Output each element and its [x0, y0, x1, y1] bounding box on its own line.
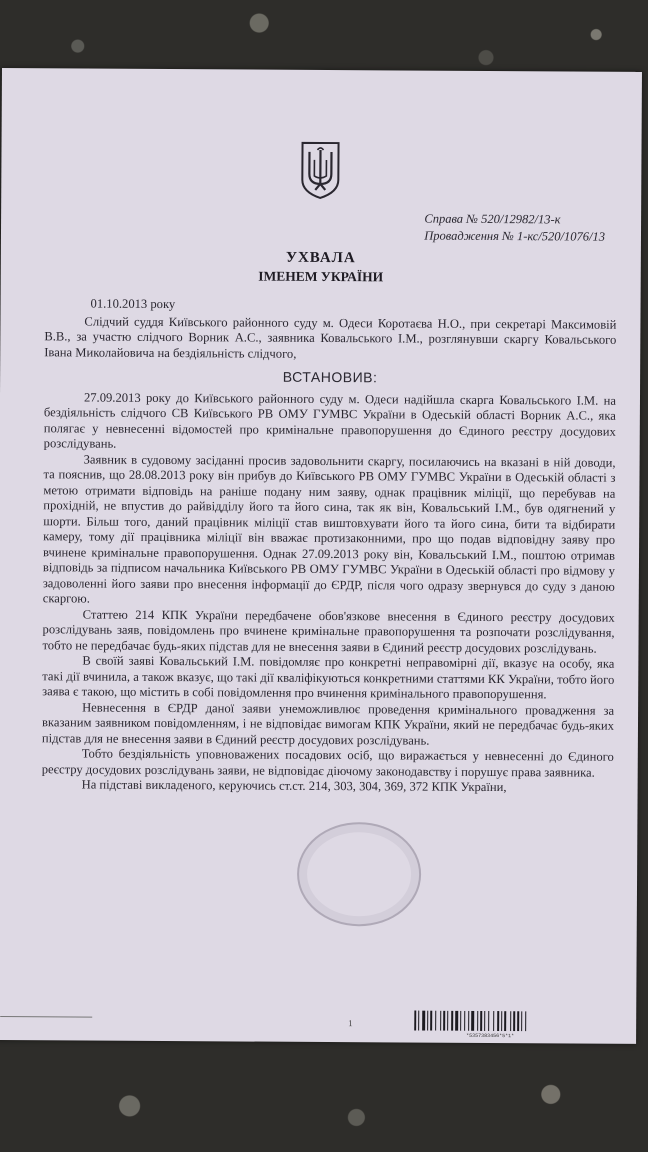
paragraph: На підставі викладеного, керуючись ст.ст. 214, 303, 304, 369, 372 КПК України, — [81, 777, 507, 795]
document-title — [1, 248, 641, 287]
established-heading: ВСТАНОВИВ: — [282, 368, 378, 386]
intro-paragraph: Слідчий суддя Київського районного суду м. Одеси Коротаєва Н.О., при секретарі Максимовій В.В., за участю слідчого Ворник А.С., заявника Ковальського І.М., розглянувши скаргу Ковальського Івана Миколайовича на бездіяльність слідчого, — [44, 314, 617, 361]
title-line2: ІМЕНЕМ УКРАЇНИ — [258, 268, 384, 285]
signature-line — [0, 1016, 92, 1018]
paragraph: Заявник в судовому засіданні просив задовольнити скаргу, посилаючись на вказані в ній доводи, та пояснив, що 28.08.2013 року він прибув до Київського РВ ОМУ ГУМВС України в Одеській області з метою отримати відповідь на раніше подану ним заяву, однак працівник міліції, що перебував на прохідній, не впустив до райвідділу його та його сина, так як він, Ковальський І.М., був одягнений у шорти. Більш того, даний працівник міліції став виштовхувати його та його сина, бити та відбирати камеру, тому дії працівника міліції він вважає протизаконними, про що подав відповідну заяву про вчинене кримінальне правопорушення. Однак 27.09.2013 року він, Ковальський І.М., поштою отримав відповідь за підписом начальника Київського РВ ОМУ ГУМВС України в Одеській області про відмову у задоволенні його заяви про внесення інформації до ЄРДР, після чого одразу звернувся до суду з даною скаргою. — [42, 452, 616, 606]
trident-coat-of-arms-icon — [299, 140, 341, 200]
title-line1: УХВАЛА — [285, 249, 356, 267]
proceeding-number: Провадження № 1-кс/520/1076/13 — [424, 228, 606, 244]
barcode-icon — [414, 1011, 604, 1032]
document-body — [42, 296, 617, 796]
paragraph: Невнесення в ЄРДР даної заяви унеможливлює проведення кримінального провадження за вказаним заявником повідомленням, і не відповідає вимогам КПК України, який не передбачає будь-яких підстав для не внесення заяви в Єдиний реєстр досудових розслідувань. — [41, 700, 615, 748]
paragraph: Тобто бездіяльність уповноважених посадових осіб, що виражається у невнесенні до Єдиного реєстру досудових розслідувань заяви, не відповідає діючому законодавству і порушує права заявника. — [41, 746, 614, 780]
paragraph: 27.09.2013 року до Київського районного суду м. Одеси надійшла скарга Ковальського І.М. на бездіяльність слідчого СВ Київського РВ ОМУ ГУМВС України в Одеській області Ворник А.С., яка полягає у невнесенні відомостей про кримінальне правопорушення до Єдиного реєстру досудових розслідувань. — [43, 390, 617, 451]
case-number: Справа № 520/12982/13-к — [424, 211, 561, 227]
paragraph: В своїй заяві Ковальський І.М. повідомляє про конкретні неправомірні дії, вказує на особу, яка такі дії вчинила, а також вказує, що такі дії кваліфікуються конкретними статтями КК України, тобто його заява є такою, що містить в собі повідомлення про вчинення кримінального правопорушення. — [42, 653, 615, 702]
case-references — [424, 211, 605, 246]
court-seal-stamp — [297, 822, 422, 927]
page-number: 1 — [348, 1018, 353, 1029]
barcode-text: *5357383456*5*1* — [466, 1032, 515, 1040]
document-page — [0, 68, 642, 1044]
paragraph: Статтею 214 КПК України передбачене обов'язкове внесення в Єдиного реєстру досудових розслідувань заяв, повідомлень про вчинене кримінальне правопорушення та розпочати розслідування, тобто не передбачає будь-яких підстав для не внесення заяви в Єдиний реєстр досудових розслідувань. — [42, 607, 615, 656]
document-date: 01.10.2013 року — [90, 296, 176, 312]
